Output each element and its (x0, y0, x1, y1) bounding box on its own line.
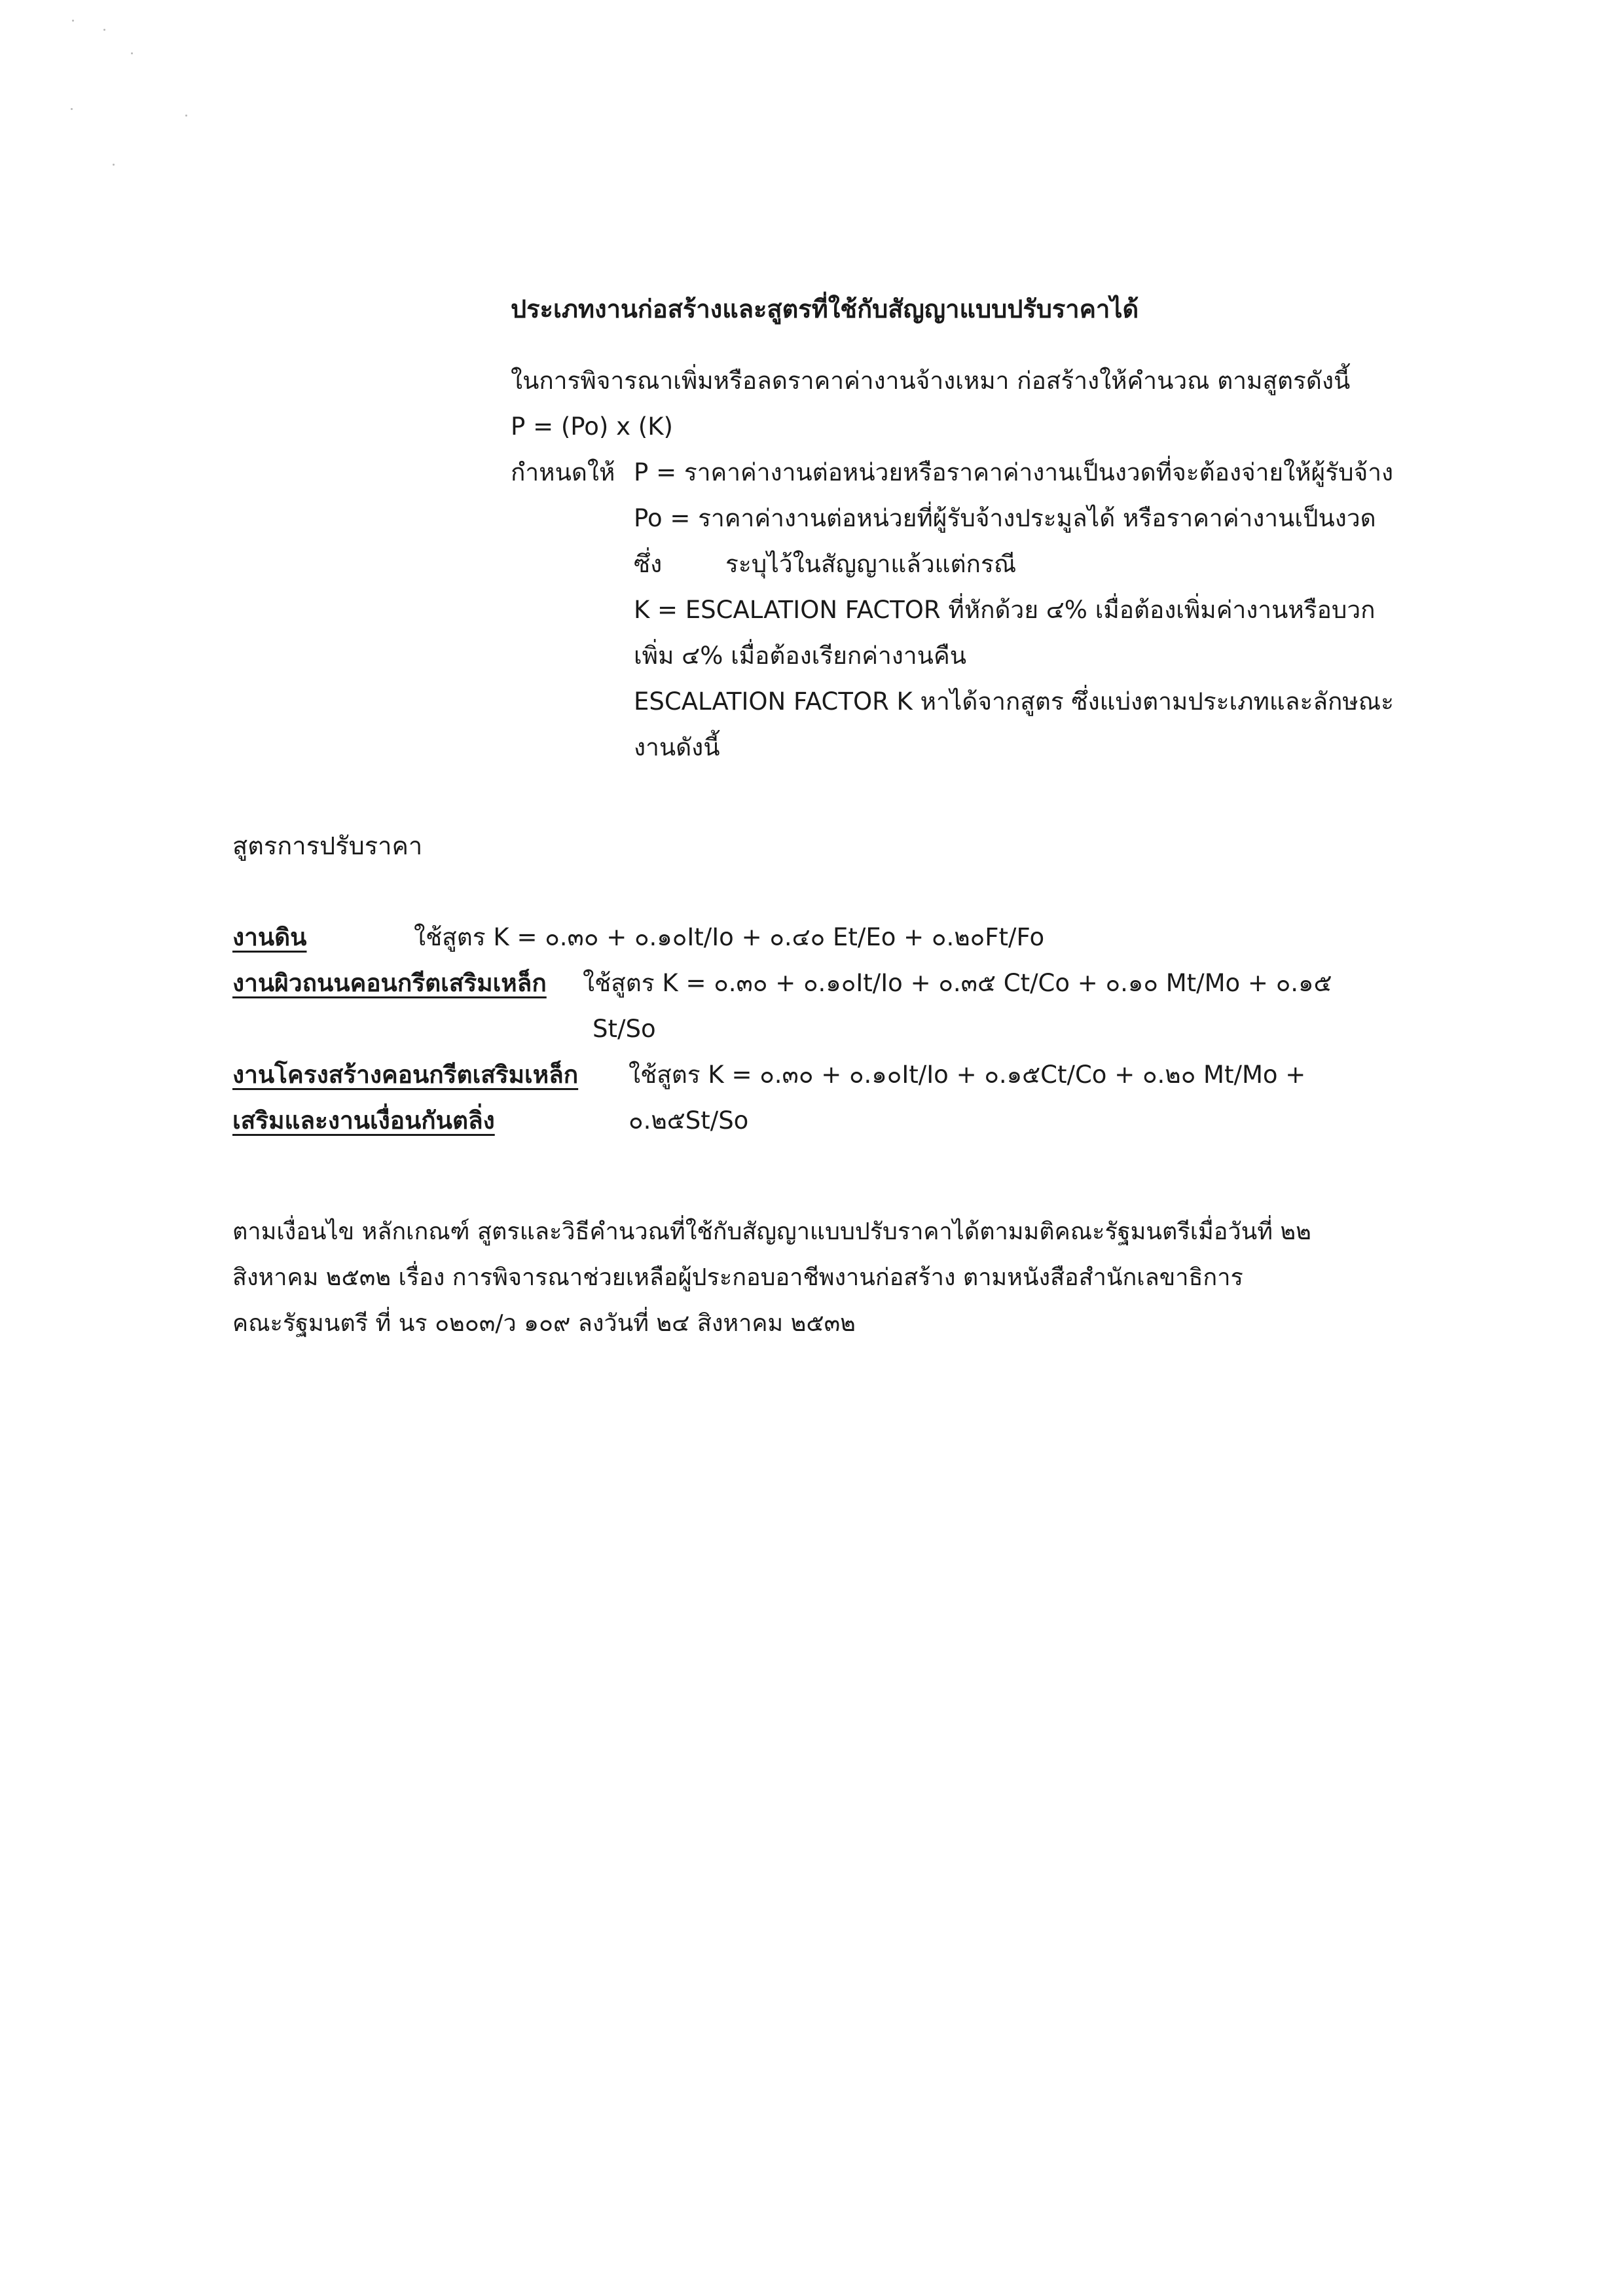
p-definition: P = ราคาค่างานต่อหน่วยหรือราคาค่างานเป็นงวดที่จะต้องจ่ายให้ผู้รับจ้าง (634, 458, 1394, 486)
k-definition-cont: เพิ่ม ๔% เมื่อต้องเรียกค่างานคืน (634, 642, 966, 670)
structure-formula: ใช้สูตร K = ๐.๓๐ + ๐.๑๐It/Io + ๐.๑๕Ct/Co + ๐.๒๐ Mt/Mo + (629, 1061, 1306, 1089)
scan-speck (185, 115, 187, 117)
structure-label-line2: เสริมและงานเงื่อนกันตลิ่ง (232, 1106, 495, 1135)
scan-speck (71, 108, 73, 110)
po-definition: Po = ราคาค่างานต่อหน่วยที่ผู้รับจ้างประมูลได้ หรือราคาค่างานเป็นงวด (634, 504, 1376, 532)
pavement-formula: ใช้สูตร K = ๐.๓๐ + ๐.๑๐It/Io + ๐.๓๕ Ct/Co + ๐.๑๐ Mt/Mo + ๐.๑๕ (583, 969, 1332, 997)
page-title: ประเภทงานก่อสร้างและสูตรที่ใช้กับสัญญาแบบปรับราคาได้ (511, 295, 1139, 323)
scan-speck (103, 29, 105, 31)
structure-label-line1: งานโครงสร้างคอนกรีตเสริมเหล็ก (232, 1061, 579, 1089)
escalation-definition-cont: งานดังนี้ (634, 733, 720, 761)
closing-line: ตามเงื่อนไข หลักเกณฑ์ สูตรและวิธีคำนวณที่ใช้กับสัญญาแบบปรับราคาได้ตามมติคณะรัฐมนตรีเมื่อวันที่ ๒๒ (232, 1218, 1311, 1245)
po-definition-label: ซึ่ง (634, 550, 663, 578)
closing-line: คณะรัฐมนตรี ที่ นร ๐๒๐๓/ว ๑๐๙ ลงวันที่ ๒๔ สิงหาคม ๒๕๓๒ (232, 1310, 856, 1337)
section-heading: สูตรการปรับราคา (232, 831, 423, 860)
escalation-definition: ESCALATION FACTOR K หาได้จากสูตร ซึ่งแบ่งตามประเภทและลักษณะ (634, 687, 1394, 716)
main-formula: P = (Po) x (K) (511, 412, 673, 441)
structure-formula-cont: ๐.๒๕St/So (629, 1106, 749, 1135)
earthwork-formula: ใช้สูตร K = ๐.๓๐ + ๐.๑๐It/Io + ๐.๔๐ Et/Eo + ๐.๒๐Ft/Fo (414, 923, 1045, 951)
closing-line: สิงหาคม ๒๕๓๒ เรื่อง การพิจารณาช่วยเหลือผู้ประกอบอาชีพงานก่อสร้าง ตามหนังสือสำนักเลขาธิการ (232, 1264, 1243, 1291)
earthwork-label: งานดิน (232, 923, 307, 951)
scan-speck (72, 20, 74, 22)
scan-speck (113, 164, 115, 166)
k-definition: K = ESCALATION FACTOR ที่หักด้วย ๔% เมื่อต้องเพิ่มค่างานหรือบวก (634, 596, 1376, 624)
pavement-formula-cont: St/So (593, 1015, 656, 1043)
pavement-label: งานผิวถนนคอนกรีตเสริมเหล็ก (232, 969, 547, 997)
intro-line: ในการพิจารณาเพิ่มหรือลดราคาค่างานจ้างเหมา ก่อสร้างให้คำนวณ ตามสูตรดังนี้ (511, 367, 1351, 395)
scan-speck (131, 52, 133, 54)
po-definition-cont: ระบุไว้ในสัญญาแล้วแต่กรณี (725, 550, 1017, 578)
define-label: กำหนดให้ (511, 458, 615, 486)
